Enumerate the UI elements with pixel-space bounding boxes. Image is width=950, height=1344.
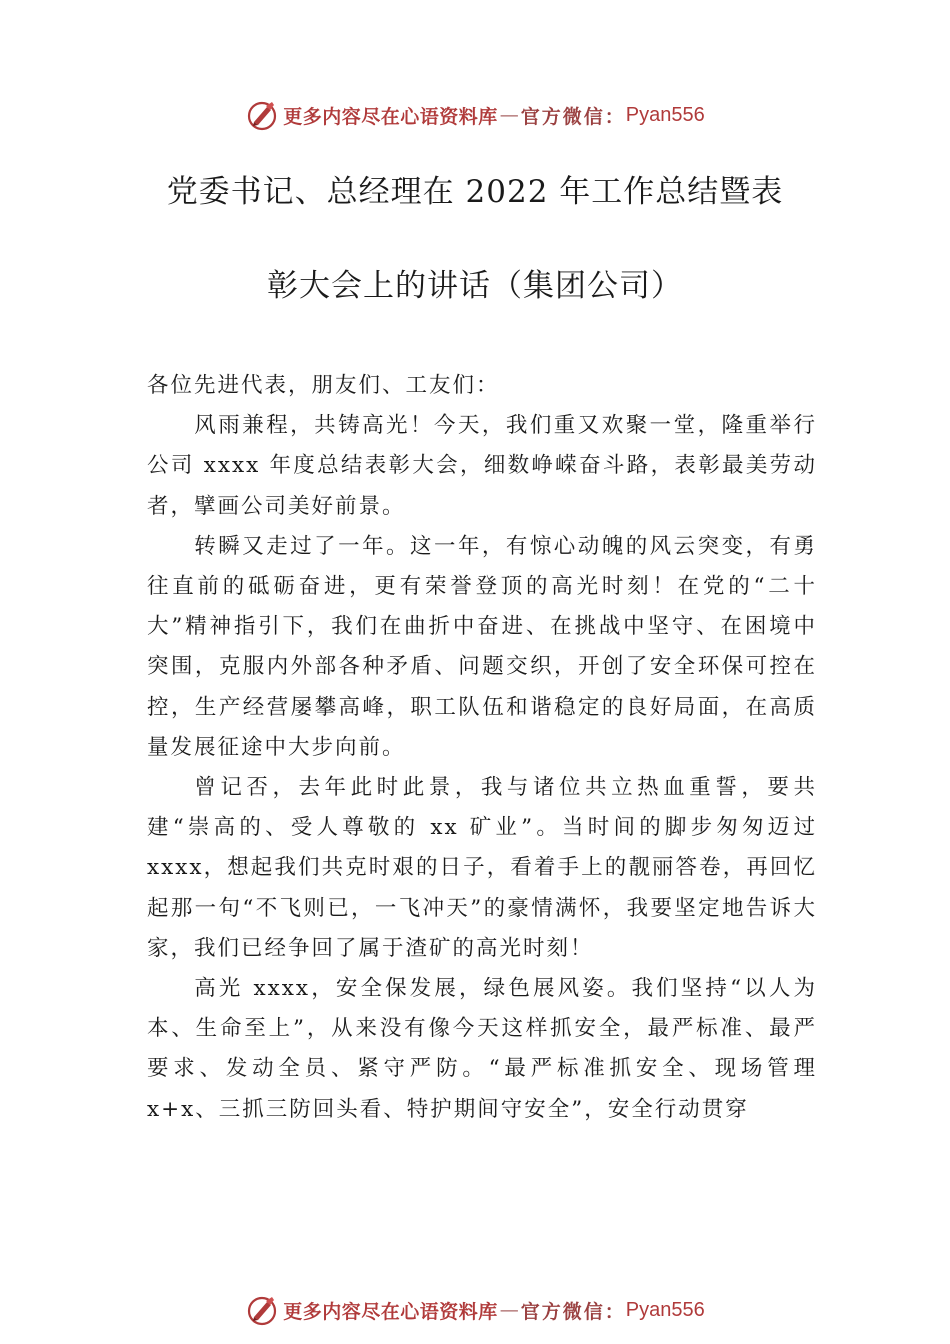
watermark-main-text: 更多内容尽在心语资料库 [283,1300,498,1323]
body-paragraph: 转瞬又走过了一年。这一年，有惊心动魄的风云突变，有勇往直前的砥砺奋进，更有荣誉登顶的高光时刻！在党的“二十大”精神指引下，我们在曲折中奋进、在挑战中坚守、在困境中突围，克服内外部各种矛盾、问题交织，开创了安全环保可控在控，生产经营屡攀高峰，职工队伍和谐稳定的良好局面，在高质量发展征途中大步向前。 [147,533,817,760]
watermark-wechat-id: Pyan556 [625,103,705,126]
document-title [120,168,830,310]
document-body [147,366,817,1130]
watermark-main-text: 更多内容尽在心语资料库 [283,105,498,128]
watermark-dash: — [499,104,519,126]
body-paragraph: 风雨兼程，共铸高光！今天，我们重又欢聚一堂，隆重举行公司 xxxx 年度总结表彰大会，细数峥嵘奋斗路，表彰最美劳动者，擘画公司美好前景。 [147,413,817,519]
salutation: 各位先进代表，朋友们、工友们： [147,373,500,398]
footer-watermark [0,1290,950,1330]
body-paragraph: 曾记否，去年此时此景，我与诸位共立热血重誓，要共建“崇高的、受人尊敬的 xx 矿业”。当时间的脚步匆匆迈过 xxxx，想起我们共克时艰的日子，看着手上的靓丽答卷，再回忆起那一句“不飞则已，一飞冲天”的豪情满怀，我要坚定地告诉大家，我们已经争回了属于渣矿的高光时刻！ [147,775,817,961]
pen-seal-icon [245,98,279,132]
watermark-official-label: 官方微信： [520,105,626,128]
watermark-official-label: 官方微信： [520,1300,626,1323]
watermark-wechat-id: Pyan556 [625,1298,705,1321]
header-watermark [0,95,950,135]
watermark-dash: — [499,1299,519,1321]
pen-seal-icon [245,1293,279,1327]
body-paragraph: 高光 xxxx，安全保发展，绿色展风姿。我们坚持“以人为本、生命至上”，从来没有像今天这样抓安全，最严标准、最严要求、发动全员、紧守严防。“最严标准抓安全、现场管理 x+x、三抓三防回头看、特护期间守安全”，安全行动贯穿 [147,976,817,1122]
document-title-line-1: 党委书记、总经理在 2022 年工作总结暨表 [166,174,784,210]
document-title-line-2: 彰大会上的讲话（集团公司） [267,268,683,304]
